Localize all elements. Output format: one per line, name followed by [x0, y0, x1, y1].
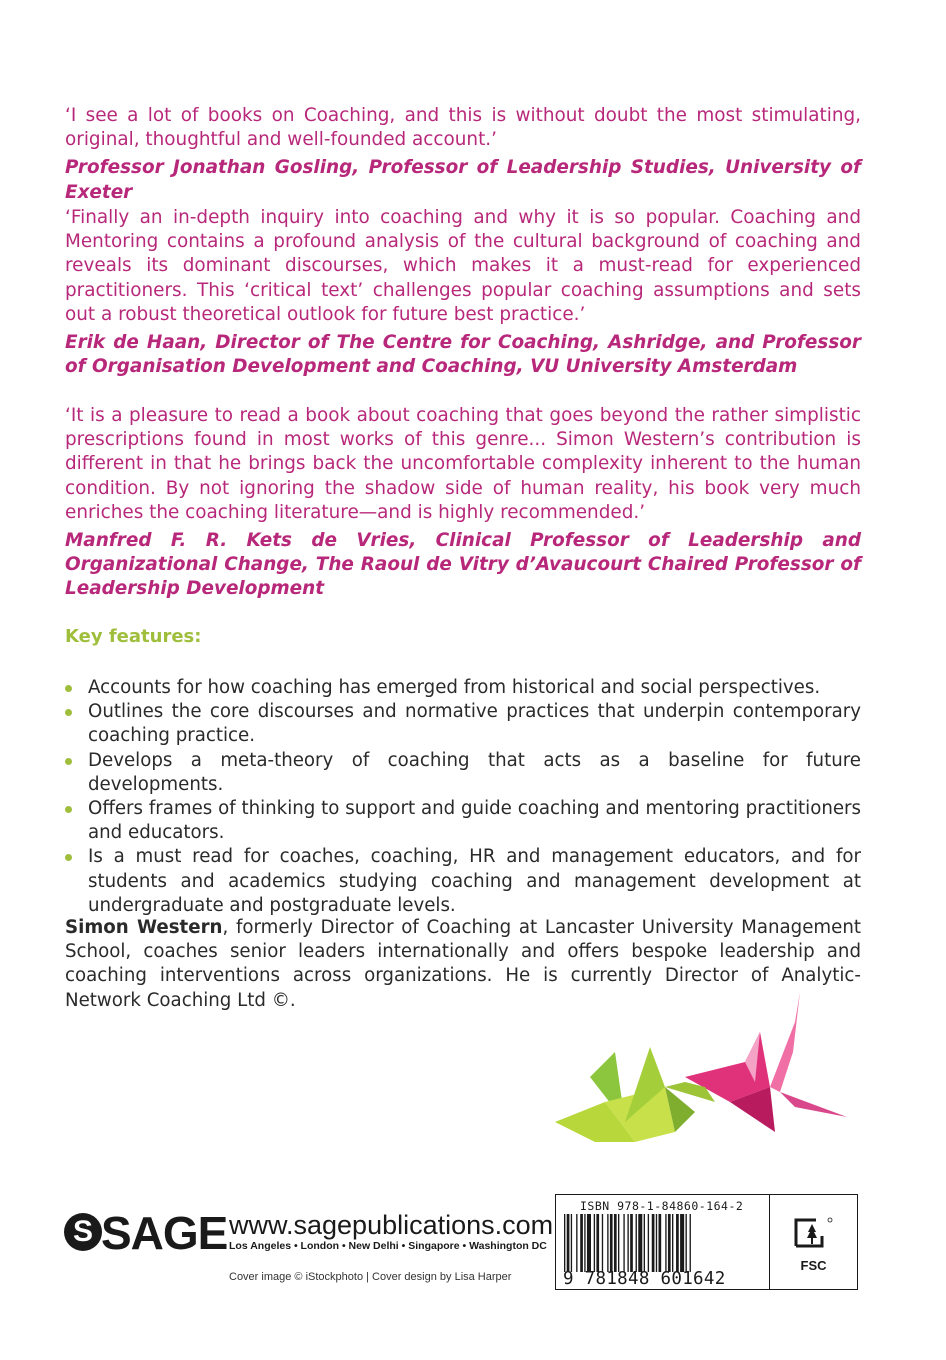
barcode-bar: [596, 1214, 599, 1272]
barcode-bar: [656, 1214, 657, 1272]
barcode-bar: [686, 1214, 687, 1272]
barcode-bar: [690, 1214, 691, 1272]
quote-attribution: Manfred F. R. Kets de Vries, Clinical Professor of Leadership and Organizational Change, The Raoul de Vitry d’Avaucourt Chaired Professor of Leadership Development: [65, 530, 861, 600]
list-item: Accounts for how coaching has emerged from historical and social perspectives.: [65, 676, 861, 700]
bullet-icon: [65, 709, 72, 716]
bullet-icon: [65, 758, 72, 765]
barcode-bar: [659, 1214, 662, 1272]
review-quote: [65, 404, 861, 602]
review-quote: [65, 206, 861, 379]
fsc-tree-icon: [786, 1212, 838, 1254]
barcode-bar: [602, 1214, 603, 1272]
cover-credits: Cover image © iStockphoto | Cover design by Lisa Harper: [229, 1271, 512, 1283]
barcode-bar: [607, 1214, 608, 1272]
fsc-label: FSC: [800, 1258, 827, 1273]
list-item: Offers frames of thinking to support and guide coaching and mentoring practitioners and educators.: [65, 797, 861, 845]
list-item: Is a must read for coaches, coaching, HR and management educators, and for students and academics studying coaching and management development at undergraduate and postgraduate levels.: [65, 845, 861, 918]
pink-crane-tail: [780, 1092, 847, 1117]
barcode-bar: [680, 1214, 684, 1272]
barcode-bar: [648, 1214, 649, 1272]
barcode-bar: [610, 1214, 613, 1272]
origami-cranes-image: [555, 992, 855, 1167]
quote-text: ‘It is a pleasure to read a book about coaching that goes beyond the rather simplistic prescriptions found in most works of this genre... Simon Western’s contribution is different in that he brings back the uncomfortable complexity inherent to the human condition. By not ignoring the shadow side of human reality, his book very much enriches the coaching literature—and is highly recommended.’: [65, 405, 861, 523]
author-name: Simon Western: [65, 917, 223, 938]
key-features-list: [65, 676, 861, 918]
bullet-icon: [65, 806, 72, 813]
review-quote: [65, 104, 861, 205]
publisher-locations: Los Angeles • London • New Delhi • Singapore • Washington DC: [229, 1240, 547, 1252]
barcode-bar: [668, 1214, 671, 1272]
barcode-bar: [638, 1214, 642, 1272]
barcode-bar: [623, 1214, 624, 1272]
list-item: Develops a meta-theory of coaching that acts as a baseline for future developments.: [65, 749, 861, 797]
quote-attribution: Professor Jonathan Gosling, Professor of Leadership Studies, University of Exeter: [65, 157, 861, 203]
bullet-icon: [65, 685, 72, 692]
barcode-bar: [614, 1214, 617, 1272]
barcode-bar: [652, 1214, 655, 1272]
sage-logo: [64, 1207, 228, 1259]
bullet-icon: [65, 854, 72, 861]
barcode-bar: [564, 1214, 565, 1272]
quote-text: ‘I see a lot of books on Coaching, and this is without doubt the most stimulating, original, thoughtful and well-founded account.’: [65, 105, 861, 151]
barcode-bar: [576, 1214, 577, 1272]
barcode-bar: [672, 1214, 673, 1272]
pink-crane-neck: [770, 992, 800, 1092]
list-item: Outlines the core discourses and normative practices that underpin contemporary coaching practice.: [65, 700, 861, 748]
barcode-bar: [665, 1214, 666, 1272]
key-features-heading: Key features:: [65, 626, 202, 647]
barcode-bar: [676, 1214, 679, 1272]
quote-attribution: Erik de Haan, Director of The Centre for Coaching, Ashridge, and Professor of Organisation Development and Coaching, VU University Amsterdam: [65, 332, 861, 378]
sage-logo-word: SAGE: [101, 1207, 228, 1259]
barcode-bar: [584, 1214, 585, 1272]
quote-text: ‘Finally an in-depth inquiry into coaching and why it is so popular. Coaching and Mentoring contains a profound analysis of the cultural background of coaching and reveals its dominant discourses, which makes it a must-read for experienced practitioners. This ‘critical text’ challenges popular coaching assumptions and sets out a robust theoretical outlook for future best practice.’: [65, 207, 861, 325]
barcode-bar: [636, 1214, 637, 1272]
barcode-bar: [580, 1214, 583, 1272]
barcode-number: 9 781848 601642: [563, 1269, 726, 1289]
isbn-label: ISBN 978-1-84860-164-2: [580, 1199, 744, 1213]
barcode-bar: [630, 1214, 633, 1272]
barcode-bar: [594, 1214, 595, 1272]
author-bio-text: , formerly Director of Coaching at Lancaster University Management School, coaches senior leaders internationally and offers bespoke leadership and coaching interventions across organizations. He is currently Director of Analytic-Network Coaching Ltd ©.: [65, 917, 861, 1011]
publisher-url: www.sagepublications.com: [229, 1210, 554, 1240]
barcode-bar: [618, 1214, 619, 1272]
barcode-bar: [587, 1214, 591, 1272]
barcode-bar: [567, 1214, 570, 1272]
barcode-bar: [571, 1214, 572, 1272]
barcode-bar: [644, 1214, 645, 1272]
barcode-bar: [627, 1214, 628, 1272]
sage-logo-initial: S: [72, 1215, 93, 1248]
barcode-image: [564, 1214, 740, 1272]
